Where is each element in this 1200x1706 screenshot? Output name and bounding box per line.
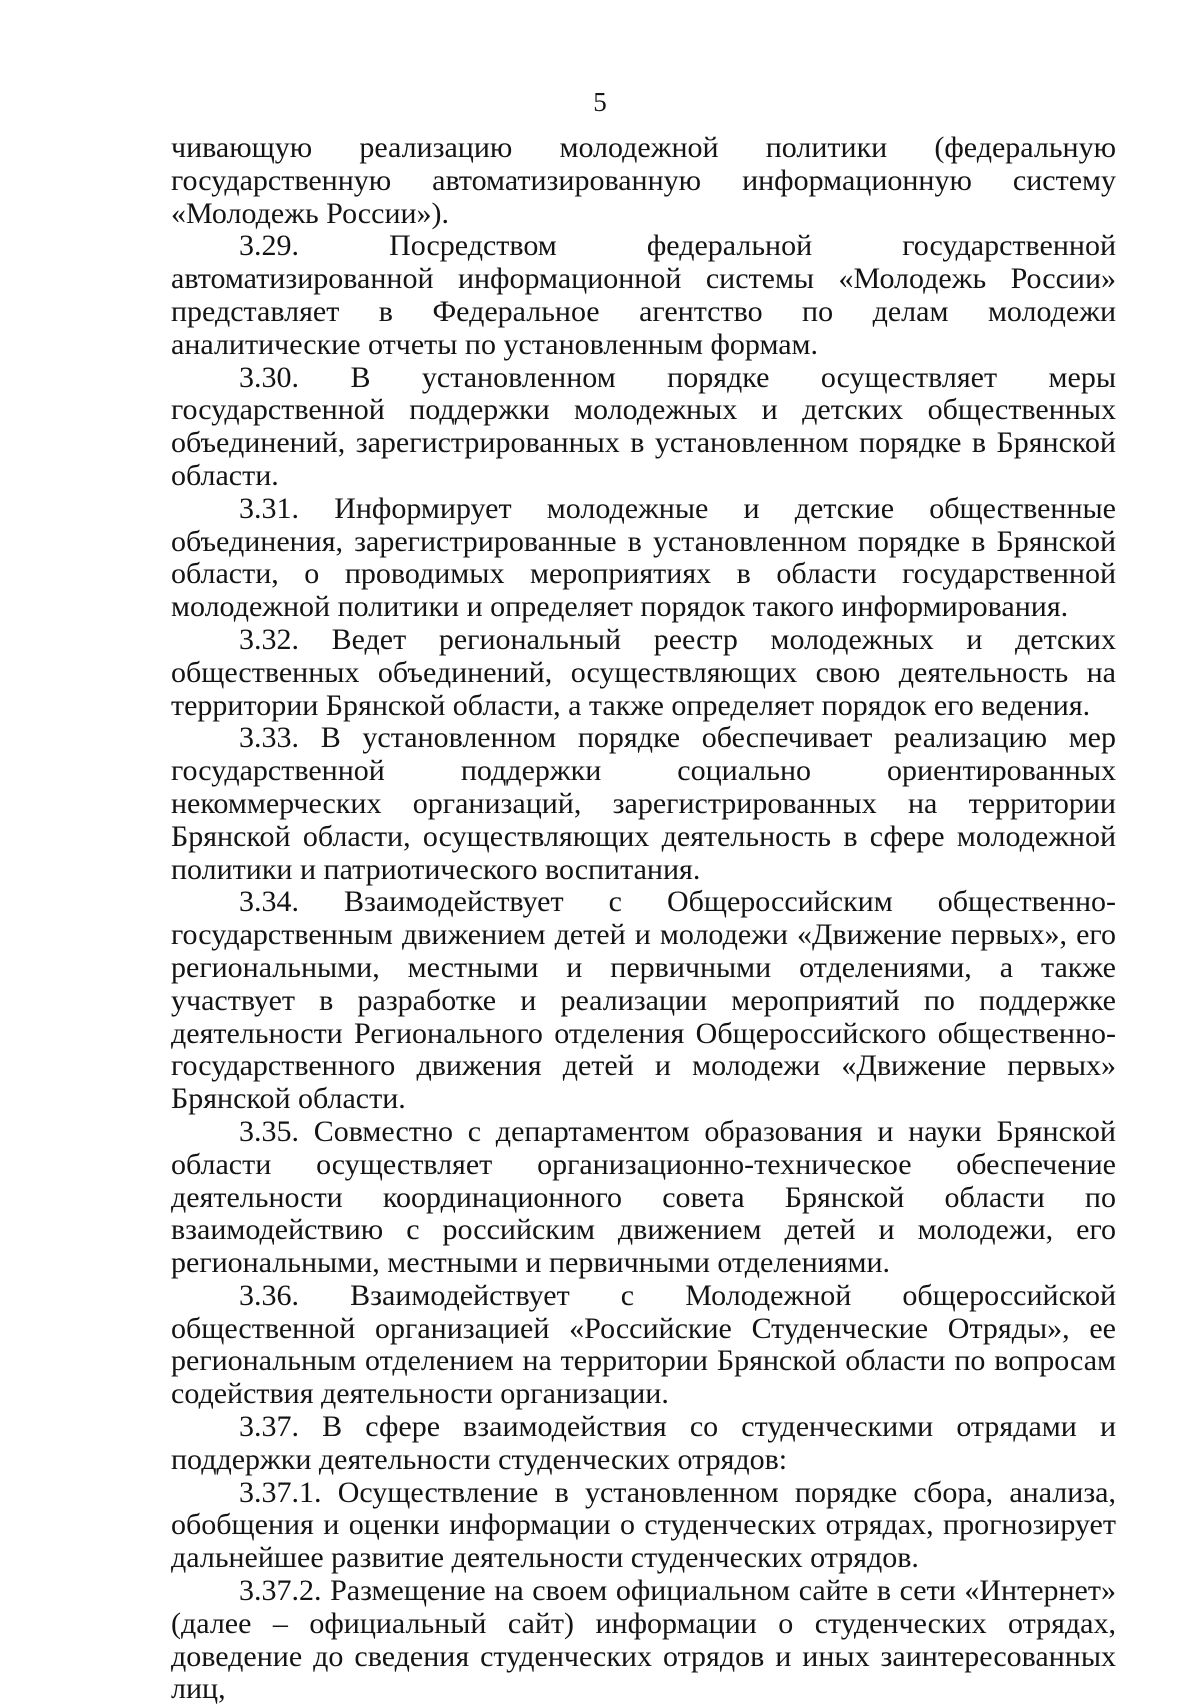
paragraph-3-37-2: 3.37.2. Размещение на своем официальном сайте в сети «Интернет» (далее – официальный сайт) информации о студенческих отрядах, доведение до сведения студенческих отрядов и иных заинтересованных лиц, xyxy=(171,1574,1116,1706)
document-body xyxy=(171,132,1116,1706)
paragraph-continuation: чивающую реализацию молодежной политики (федеральную государственную автоматизированную информационную систему «Молодежь России»). xyxy=(171,131,1116,230)
paragraph-3-35: 3.35. Совместно с департаментом образования и науки Брянской области осуществляет организационно-техническое обеспечение деятельности координационного совета Брянской области по взаимодействию с российским движением детей и молодежи, его региональными, местными и первичными отделениями. xyxy=(171,1114,1116,1280)
paragraph-3-29: 3.29. Посредством федеральной государственной автоматизированной информационной системы «Молодежь России» представляет в Федеральное агентство по делам молодежи аналитические отчеты по установленным формам. xyxy=(171,229,1116,361)
paragraph-3-31: 3.31. Информирует молодежные и детские общественные объединения, зарегистрированные в установленном порядке в Брянской области, о проводимых мероприятиях в области государственной молодежной политики и определяет порядок такого информирования. xyxy=(171,491,1116,624)
paragraph-3-30: 3.30. В установленном порядке осуществляет меры государственной поддержки молодежных и детских общественных объединений, зарегистрированных в установленном порядке в Брянской области. xyxy=(171,360,1116,492)
paragraph-3-36: 3.36. Взаимодействует с Молодежной общероссийской общественной организацией «Российские Студенческие Отряды», ее региональным отделением на территории Брянской области по вопросам содействия деятельности организации. xyxy=(171,1278,1116,1411)
paragraph-3-33: 3.33. В установленном порядке обеспечивает реализацию мер государственной поддержки социально ориентированных некоммерческих организаций, зарегистрированных на территории Брянской области, осуществляющих деятельность в сфере молодежной политики и патриотического воспитания. xyxy=(171,721,1116,886)
page-number: 5 xyxy=(593,87,607,117)
paragraph-3-37: 3.37. В сфере взаимодействия со студенческими отрядами и поддержки деятельности студенческих отрядов: xyxy=(171,1410,1116,1476)
paragraph-3-32: 3.32. Ведет региональный реестр молодежных и детских общественных объединений, осуществляющих свою деятельность на территории Брянской области, а также определяет порядок его ведения. xyxy=(171,622,1116,722)
paragraph-3-34: 3.34. Взаимодействует с Общероссийским общественно-государственным движением детей и молодежи «Движение первых», его региональными, местными и первичными отделениями, а также участвует в разработке и реализации мероприятий по поддержке деятельности Регионального отделения Общероссийского общественно-государственного движения детей и молодежи «Движение первых» Брянской области. xyxy=(171,885,1116,1116)
paragraph-3-37-1: 3.37.1. Осуществление в установленном порядке сбора, анализа, обобщения и оценки информации о студенческих отрядах, прогнозирует дальнейшее развитие деятельности студенческих отрядов. xyxy=(171,1475,1116,1575)
